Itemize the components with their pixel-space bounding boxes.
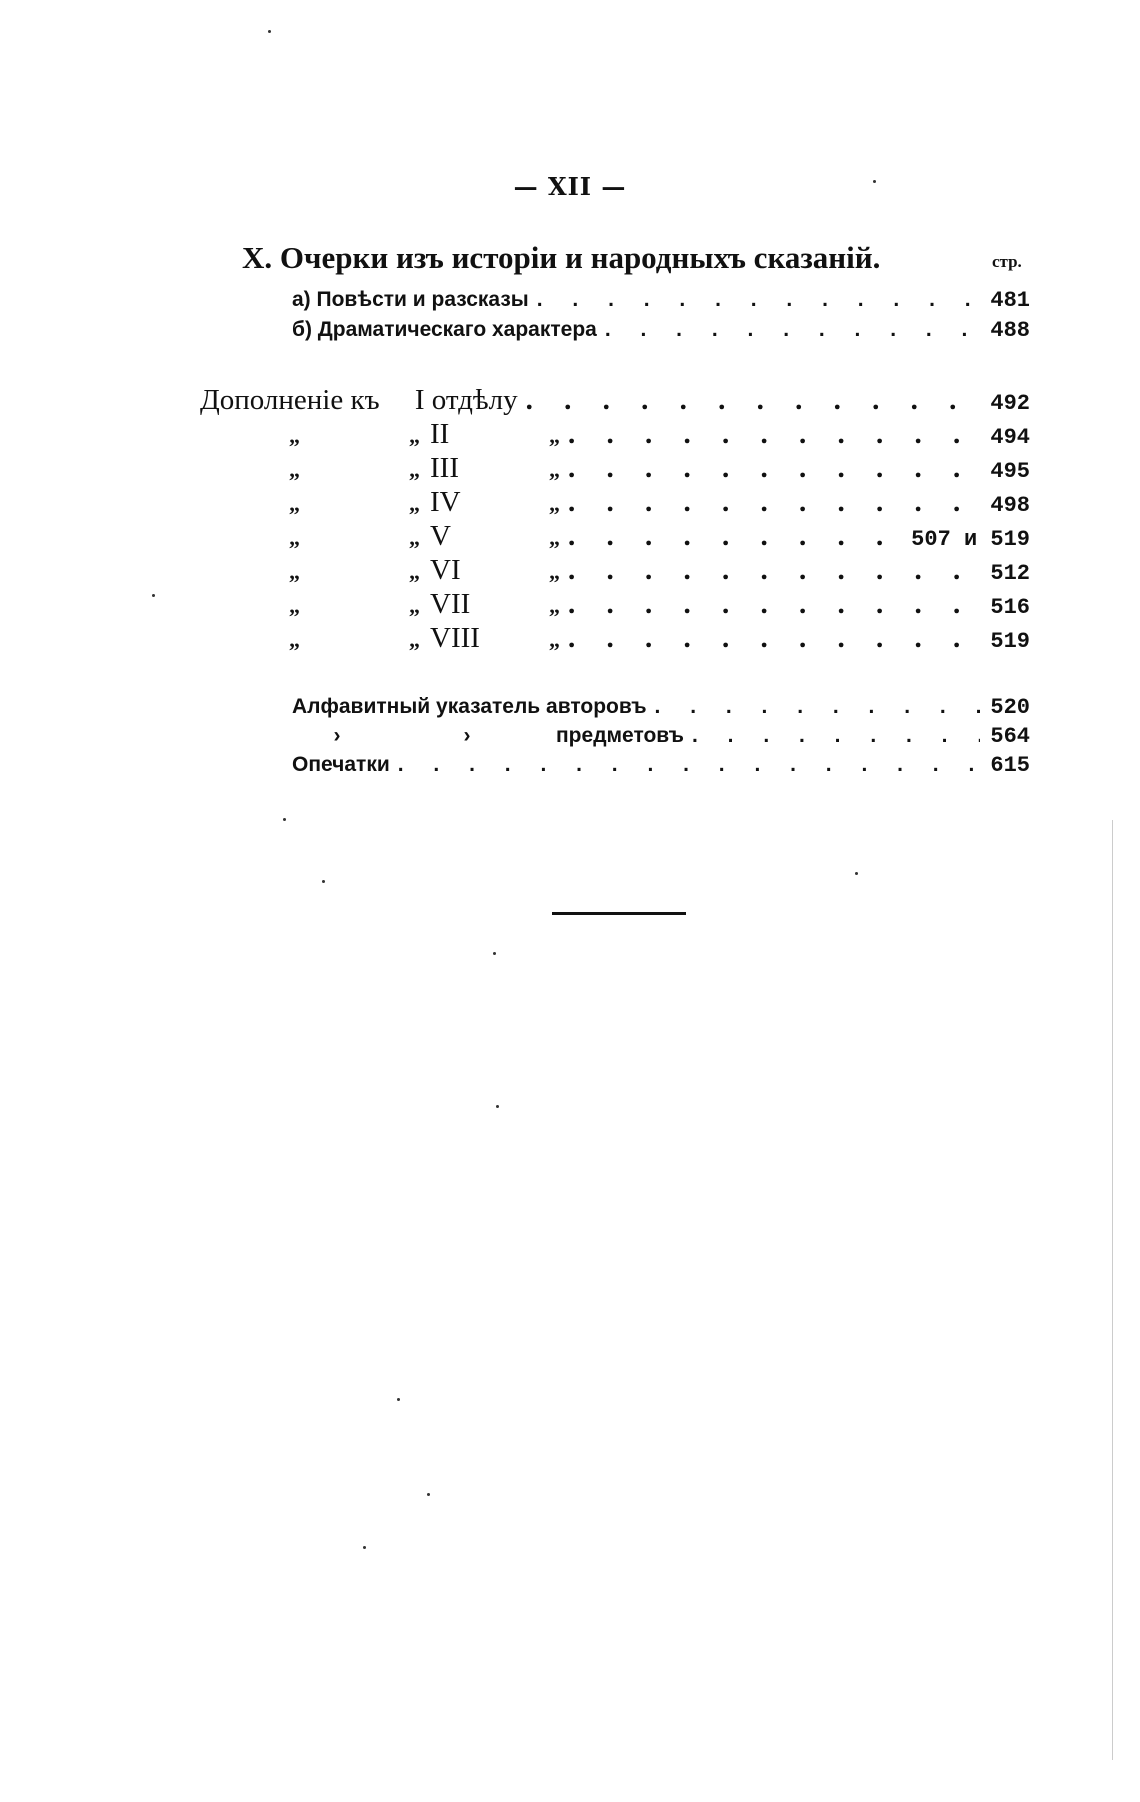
- supplement-page: 516: [990, 595, 1030, 620]
- leader-dots: [560, 554, 980, 587]
- ditto-mark: „: [289, 525, 300, 550]
- ditto-mark: „: [289, 491, 300, 516]
- supplement-page: 495: [990, 459, 1030, 484]
- supplement-lead: Дополненіе къ: [200, 384, 380, 416]
- index-page: 520: [990, 695, 1030, 720]
- supplement-page: 507 и 519: [911, 527, 1030, 552]
- toc-entry-label: б) Драматическаго характера: [292, 318, 597, 341]
- index-label: Алфавитный указатель авторовъ: [292, 695, 647, 718]
- leader-dots: [560, 486, 980, 519]
- ditto-mark: „: [289, 559, 300, 584]
- supplement-numeral: IV: [430, 486, 461, 518]
- ditto-mark: „: [549, 457, 560, 482]
- index-page: 615: [990, 753, 1030, 778]
- ditto-mark: „: [409, 593, 420, 618]
- ditto-mark: „: [409, 559, 420, 584]
- supplement-page: 494: [990, 425, 1030, 450]
- supplement-entry-4: [200, 486, 1030, 519]
- toc-entry-stories: [292, 288, 1030, 313]
- supplement-entry-7: [200, 588, 1030, 621]
- ditto-mark: ›: [333, 724, 341, 747]
- supplement-page: 519: [990, 629, 1030, 654]
- leader-dots: [560, 418, 980, 451]
- ditto-mark: „: [409, 525, 420, 550]
- toc-entry-page: 488: [990, 318, 1030, 343]
- supplement-numeral: V: [430, 520, 451, 552]
- leader-dots: [390, 753, 981, 777]
- leader-dots: [560, 520, 901, 553]
- page-column-label: стр.: [992, 252, 1022, 271]
- leader-dots: [529, 288, 981, 312]
- leader-dots: [560, 588, 980, 621]
- supplement-label: [200, 384, 518, 417]
- index-subjects: [292, 724, 1030, 749]
- supplement-numeral: I: [414, 384, 425, 416]
- index-label: Опечатки: [292, 753, 390, 776]
- supplement-entry-6: [200, 554, 1030, 587]
- supplement-page: 512: [990, 561, 1030, 586]
- supplement-entry-1: [200, 384, 1030, 417]
- supplement-numeral: II: [430, 418, 450, 450]
- leader-dots: [684, 724, 980, 748]
- ditto-mark: „: [409, 491, 420, 516]
- toc-entry-page: 481: [990, 288, 1030, 313]
- supplement-entry-3: [200, 452, 1030, 485]
- supplement-page: 498: [990, 493, 1030, 518]
- scan-speck: [322, 880, 325, 883]
- ditto-mark: „: [549, 593, 560, 618]
- supplement-page: 492: [990, 391, 1030, 416]
- supplement-target: отдѣлу: [431, 384, 518, 416]
- index-label: предметовъ: [556, 724, 684, 747]
- index-page: 564: [990, 724, 1030, 749]
- ditto-mark: „: [409, 457, 420, 482]
- leader-dots: [518, 384, 981, 417]
- scan-edge-line: [1112, 820, 1113, 1760]
- scan-speck: [283, 818, 286, 821]
- supplement-entry-5: [200, 520, 1030, 553]
- index-errata: [292, 753, 1030, 778]
- scan-speck: [363, 1546, 366, 1549]
- supplement-numeral: VII: [430, 588, 471, 620]
- supplement-numeral: III: [430, 452, 459, 484]
- ditto-mark: „: [289, 423, 300, 448]
- ditto-mark: „: [409, 627, 420, 652]
- ditto-mark: ›: [463, 724, 471, 747]
- supplement-entry-2: [200, 418, 1030, 451]
- section-title: X. Очерки изъ исторіи и народныхъ сказаній.: [242, 240, 881, 275]
- supplement-entry-8: [200, 622, 1030, 655]
- toc-entry-label: а) Повѣсти и разсказы: [292, 288, 529, 311]
- leader-dots: [597, 318, 981, 342]
- scan-speck: [152, 594, 155, 597]
- ditto-mark: „: [289, 457, 300, 482]
- ditto-mark: „: [549, 491, 560, 516]
- leader-dots: [647, 695, 981, 719]
- ditto-mark: „: [549, 525, 560, 550]
- toc-entry-dramatic: [292, 318, 1030, 343]
- supplement-numeral: VIII: [430, 622, 480, 654]
- scan-speck: [873, 180, 876, 183]
- leader-dots: [560, 452, 980, 485]
- ditto-mark: „: [549, 423, 560, 448]
- scan-speck: [493, 952, 496, 955]
- scan-speck: [397, 1398, 400, 1401]
- ditto-mark: „: [289, 627, 300, 652]
- supplement-numeral: VI: [430, 554, 461, 586]
- scan-speck: [496, 1105, 499, 1108]
- scan-speck: [427, 1493, 430, 1496]
- closing-rule: [552, 912, 686, 915]
- ditto-mark: „: [289, 593, 300, 618]
- ditto-mark: „: [549, 627, 560, 652]
- leader-dots: [560, 622, 980, 655]
- index-authors: [292, 695, 1030, 720]
- ditto-mark: „: [549, 559, 560, 584]
- scan-speck: [855, 872, 858, 875]
- page-number: — XII —: [513, 172, 627, 201]
- scan-speck: [268, 30, 271, 33]
- ditto-mark: „: [409, 423, 420, 448]
